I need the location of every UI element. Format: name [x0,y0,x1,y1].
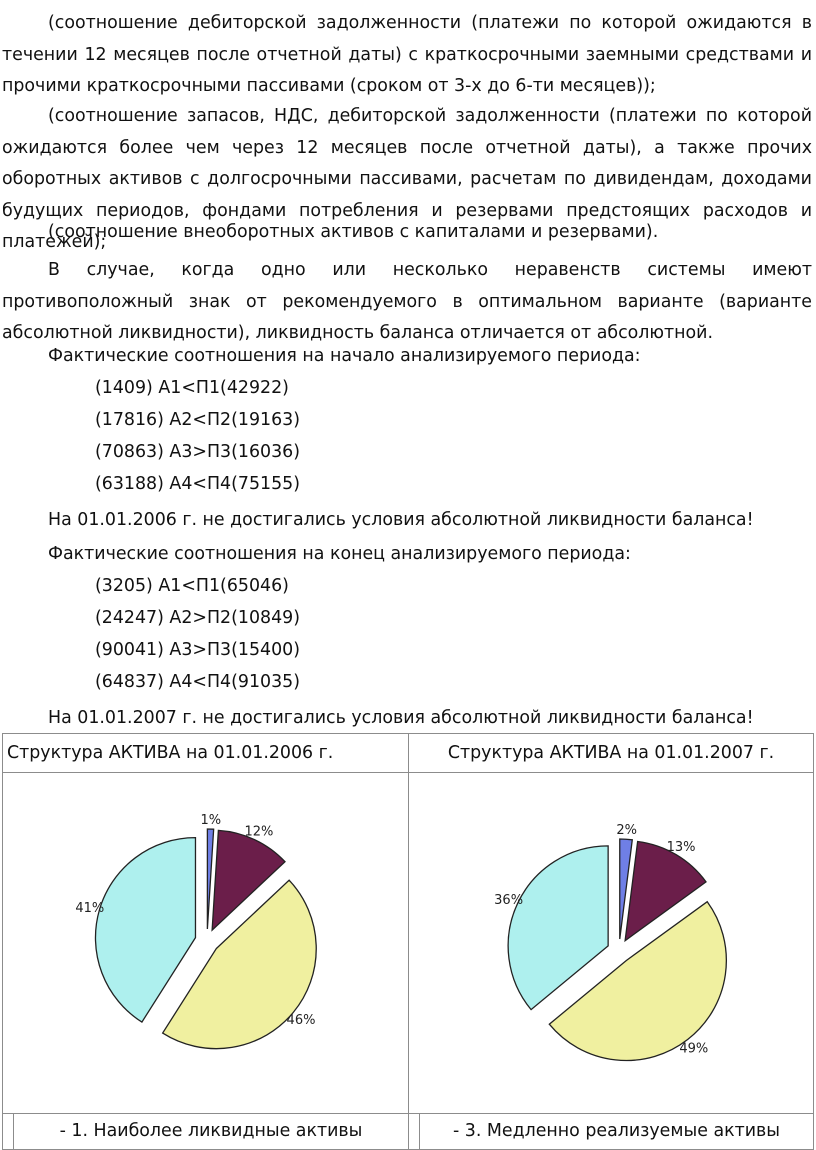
pie-slice-label: 41% [75,900,105,916]
start-period-lead: Фактические соотношения на начало анализируемого периода: [48,346,641,366]
start-inequality: (63188) А4<П4(75155) [95,474,300,494]
pie-slice [95,838,195,1022]
end-inequality: (24247) А2>П2(10849) [95,608,300,628]
legend-stub [409,1114,420,1150]
pie-slice-label: 46% [286,1012,316,1028]
end-period-conclusion: На 01.01.2007 г. не достигались условия абсолютной ликвидности баланса! [48,708,754,728]
chart-cell-2007 [409,773,814,1114]
pie-slice [508,846,608,1010]
start-inequality: (1409) А1<П1(42922) [95,378,289,398]
pie-slice-label: 36% [494,893,524,909]
paragraph-noncurrent: (соотношение внеоборотных активов с капиталами и резервами). [48,222,659,242]
start-inequality: (70863) А3>П3(16036) [95,442,300,462]
pie-chart-2007 [409,773,813,1109]
pie-chart-2006 [3,773,407,1109]
header-2007: Структура АКТИВА на 01.01.2007 г. [409,734,814,773]
legend-right: - 3. Медленно реализуемые активы [420,1114,814,1150]
paragraph-receivables: (соотношение дебиторской задолженности (платежи по которой ожидаются в течении 12 месяцев после отчетной даты) с краткосрочными заемными средствами и прочими краткосрочными пассивами (сроком от 3-х до 6-ти месяцев)); [2,13,812,96]
pie-slice-label: 12% [244,824,274,840]
pie-slice-label: 13% [666,839,696,855]
end-period-lead: Фактические соотношения на конец анализируемого периода: [48,544,631,564]
start-period-conclusion: На 01.01.2006 г. не достигались условия абсолютной ликвидности баланса! [48,510,754,530]
end-inequality: (64837) А4<П4(91035) [95,672,300,692]
asset-structure-table [2,733,814,1150]
end-inequality: (90041) А3>П3(15400) [95,640,300,660]
end-inequality: (3205) А1<П1(65046) [95,576,289,596]
paragraph-inventories: (соотношение запасов, НДС, дебиторской задолженности (платежи по которой ожидаются более чем через 12 месяцев после отчетной даты), а также прочих оборотных активов с долгосрочными пассивами, расчетам по дивидендам, доходами будущих периодов, фондами потребления и резервами предстоящих расходов и платежей); [2,106,812,252]
header-2006: Структура АКТИВА на 01.01.2006 г. [3,734,409,773]
chart-cell-2006 [3,773,409,1114]
pie-slice-label: 1% [200,813,222,829]
legend-left: - 1. Наиболее ликвидные активы [14,1114,409,1150]
start-inequality: (17816) А2<П2(19163) [95,410,300,430]
pie-slice-label: 2% [616,823,637,839]
paragraph-liquidity-note: В случае, когда одно или несколько неравенств системы имеют противоположный знак от рекомендуемого в оптимальном варианте (варианте абсолютной ликвидности), ликвидность баланса отличается от абсолютной. [2,260,812,343]
pie-slice-label: 49% [679,1041,709,1057]
legend-stub [3,1114,14,1150]
